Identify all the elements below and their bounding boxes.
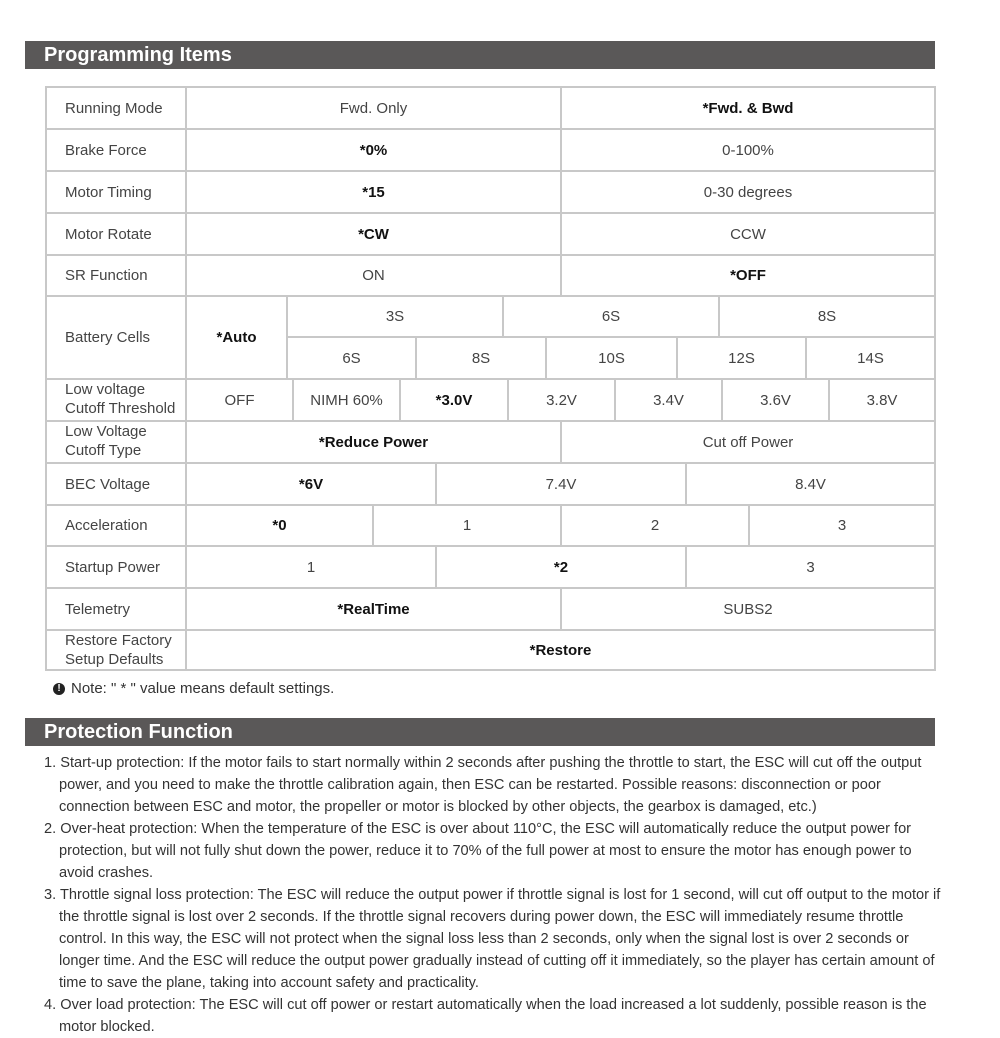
option-battery-10s: 10S <box>547 338 678 380</box>
option-timing-15-default: *15 <box>187 172 562 214</box>
option-fwd-only: Fwd. Only <box>187 88 562 130</box>
row-label-bec-voltage: BEC Voltage <box>47 464 187 506</box>
row-label-motor-timing: Motor Timing <box>47 172 187 214</box>
option-timing-range: 0-30 degrees <box>562 172 934 214</box>
row-label-restore-defaults <box>47 631 187 669</box>
option-lv-3-2v: 3.2V <box>509 380 616 422</box>
note-text: Note: " * " value means default settings. <box>71 680 335 697</box>
option-cut-off-power: Cut off Power <box>562 422 934 464</box>
protection-item-overheat: 2. Over-heat protection: When the temperature of the ESC is over about 110°C, the ESC will automatically reduce the output power for protection, but will not fully shut down the power, reduce it to 70% of the full power at most to ensure the motor has enough power to avoid crashes. <box>44 821 912 881</box>
option-startup-3: 3 <box>687 547 934 589</box>
row-label-running-mode: Running Mode <box>47 88 187 130</box>
option-accel-2: 2 <box>562 506 750 547</box>
option-sr-on: ON <box>187 256 562 297</box>
row-label-acceleration: Acceleration <box>47 506 187 547</box>
option-accel-0-default: *0 <box>187 506 374 547</box>
label-line: Low voltage <box>65 381 146 398</box>
label-line: Cutoff Threshold <box>65 400 176 417</box>
label-line: Cutoff Type <box>65 442 142 459</box>
option-lv-3-6v: 3.6V <box>723 380 830 422</box>
programming-items-header: Programming Items <box>25 41 935 69</box>
row-label-startup-power: Startup Power <box>47 547 187 589</box>
option-lv-3-4v: 3.4V <box>616 380 723 422</box>
option-battery-6s: 6S <box>288 338 417 380</box>
row-label-low-voltage-type <box>47 422 187 464</box>
option-sr-off-default: *OFF <box>562 256 934 297</box>
option-lv-3-8v: 3.8V <box>830 380 934 422</box>
label-line: Restore Factory <box>65 632 172 649</box>
option-accel-3: 3 <box>750 506 934 547</box>
option-bec-8-4v: 8.4V <box>687 464 934 506</box>
option-lv-nimh: NIMH 60% <box>294 380 401 422</box>
option-battery-14s: 14S <box>807 338 934 380</box>
option-bec-6v-default: *6V <box>187 464 437 506</box>
option-brake-0-default: *0% <box>187 130 562 172</box>
option-subs2: SUBS2 <box>562 589 934 631</box>
option-realtime-default: *RealTime <box>187 589 562 631</box>
option-fwd-bwd-default: *Fwd. & Bwd <box>562 88 934 130</box>
option-startup-2-default: *2 <box>437 547 687 589</box>
option-accel-1: 1 <box>374 506 562 547</box>
exclamation-circle-icon: ! <box>53 683 65 695</box>
option-battery-8s: 8S <box>417 338 547 380</box>
protection-item-startup: 1. Start-up protection: If the motor fails to start normally within 2 seconds after pushing the throttle to start, the ESC will cut off the output power, and you need to make the throttle calibration again, then ESC can be restarted. Possible reasons: disconnection or poor connection between ESC and motor, the propeller or motor is blocked by other objects, the gearbox is damaged, etc.) <box>44 755 922 815</box>
row-label-motor-rotate: Motor Rotate <box>47 214 187 256</box>
label-line: Low Voltage <box>65 423 147 440</box>
option-battery-8s-upper: 8S <box>720 297 934 338</box>
option-battery-12s: 12S <box>678 338 807 380</box>
option-lv-off: OFF <box>187 380 294 422</box>
option-battery-3s: 3S <box>288 297 504 338</box>
option-bec-7-4v: 7.4V <box>437 464 687 506</box>
option-brake-range: 0-100% <box>562 130 934 172</box>
row-label-brake-force: Brake Force <box>47 130 187 172</box>
option-reduce-power-default: *Reduce Power <box>187 422 562 464</box>
row-label-low-voltage-threshold <box>47 380 187 422</box>
row-label-telemetry: Telemetry <box>47 589 187 631</box>
row-label-battery-cells: Battery Cells <box>47 297 187 380</box>
option-ccw: CCW <box>562 214 934 256</box>
option-startup-1: 1 <box>187 547 437 589</box>
protection-function-header: Protection Function <box>25 718 935 746</box>
option-battery-6s-upper: 6S <box>504 297 720 338</box>
protection-item-overload: 4. Over load protection: The ESC will cut off power or restart automatically when the load increased a lot suddenly, possible reason is the motor blocked. <box>44 997 927 1035</box>
option-battery-auto-default: *Auto <box>187 297 288 380</box>
default-settings-note <box>53 680 334 697</box>
protection-list <box>44 752 944 1038</box>
programming-table <box>45 86 936 671</box>
label-line: Setup Defaults <box>65 651 164 668</box>
option-lv-3-0v-default: *3.0V <box>401 380 509 422</box>
row-label-sr-function: SR Function <box>47 256 187 297</box>
option-restore-default: *Restore <box>529 641 592 659</box>
option-cw-default: *CW <box>187 214 562 256</box>
protection-item-signal-loss: 3. Throttle signal loss protection: The ESC will reduce the output power if throttle signal is lost for 1 second, will cut off output to the motor if the throttle signal is lost over 2 seconds. If the throttle signal recovers during power down, the ESC will immediately resume throttle control. In this way, the ESC will not protect when the signal loss less than 2 seconds, only when the signal lost is over 2 seconds or longer time. And the ESC will reduce the output power gradually instead of cutting off it immediately, so the player has certain amount of time to save the plane, taking into account safety and practicality. <box>44 887 941 991</box>
